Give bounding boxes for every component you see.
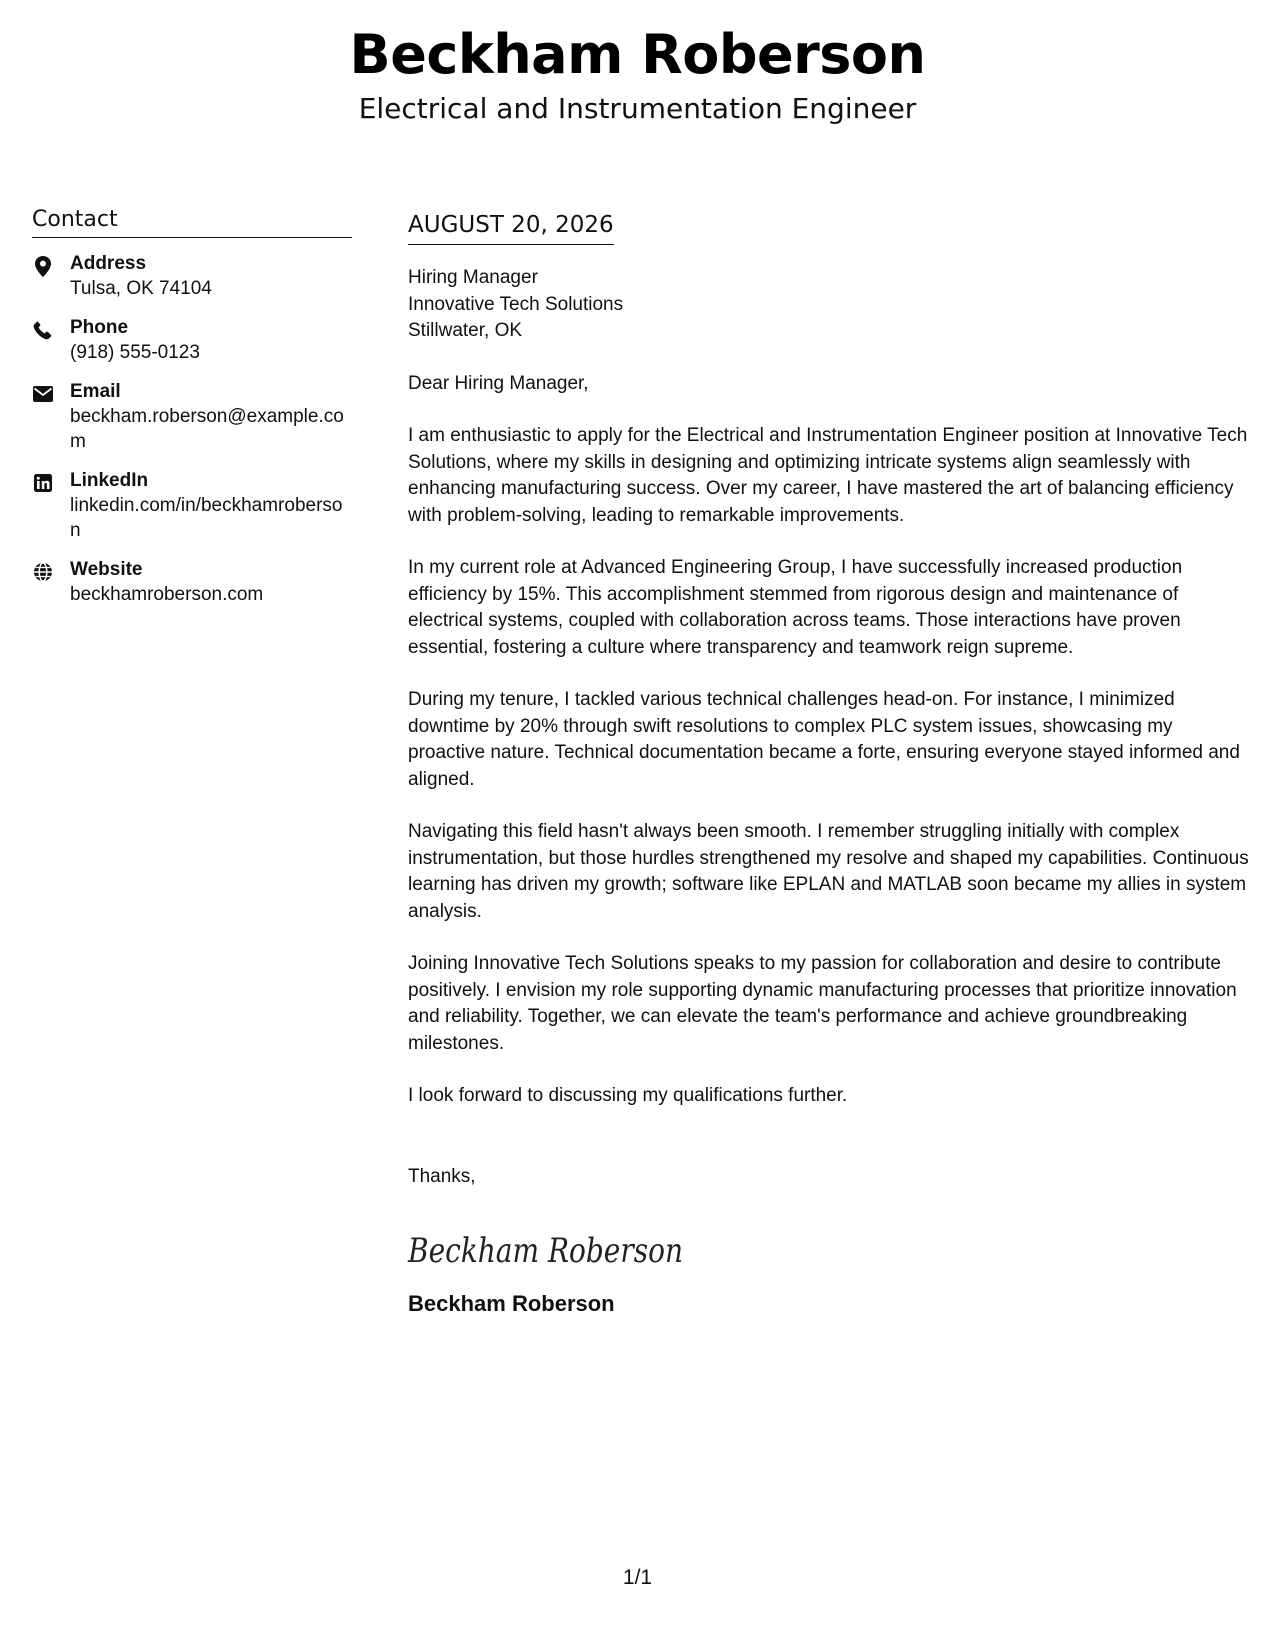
signer-name: Beckham Roberson bbox=[408, 1291, 615, 1316]
contact-label: Phone bbox=[70, 317, 129, 338]
letter-paragraph: I look forward to discussing my qualifications further. bbox=[408, 1085, 848, 1106]
signature-text: Beckham Roberson bbox=[407, 1231, 683, 1271]
contact-phone bbox=[32, 316, 352, 365]
page-indicator: 1/1 bbox=[622, 1566, 653, 1589]
recipient-line: Hiring Manager bbox=[408, 267, 538, 288]
contact-label: Email bbox=[70, 381, 121, 402]
letter-paragraph: Navigating this field hasn't always been smooth. I remember struggling initially with complex instrumentation, but those hurdles strengthened my resolve and shaped my capabilities. Continuous learning has driven my growth; software like EPLAN and MATLAB soon became my allies in system analysis. bbox=[408, 821, 1249, 922]
globe-icon bbox=[32, 561, 54, 583]
contact-website bbox=[32, 558, 352, 607]
resume-header bbox=[0, 18, 1275, 126]
signoff: Thanks, bbox=[408, 1165, 476, 1187]
letter-paragraph: Joining Innovative Tech Solutions speaks to my passion for collaboration and desire to contribute positively. I envision my role supporting dynamic manufacturing processes that prioritize innovation and reliability. Together, we can elevate the team's performance and achieve groundbreaking milestones. bbox=[408, 953, 1237, 1054]
contact-label: Address bbox=[70, 253, 147, 274]
linkedin-icon bbox=[32, 472, 54, 494]
letter-paragraph: In my current role at Advanced Engineering Group, I have successfully increased production efficiency by 15%. This accomplishment stemmed from rigorous design and maintenance of electrical systems, coupled with collaboration across teams. Those interactions have proven essential, fostering a culture where transparency and teamwork reign supreme. bbox=[408, 557, 1183, 658]
contact-label: LinkedIn bbox=[70, 470, 149, 491]
contact-address bbox=[32, 252, 352, 301]
contact-label: Website bbox=[70, 559, 143, 580]
letter-paragraph: During my tenure, I tackled various technical challenges head-on. For instance, I minimized downtime by 20% through swift resolutions to complex PLC system issues, showcasing my proactive nature. Technical documentation became a forte, ensuring everyone stayed informed and aligned. bbox=[408, 689, 1240, 790]
phone-icon bbox=[32, 319, 54, 341]
website-value[interactable]: beckhamroberson.com bbox=[70, 584, 264, 605]
cover-letter-body bbox=[408, 210, 1254, 1318]
letter-date: AUGUST 20, 2026 bbox=[408, 210, 614, 245]
recipient-line: Innovative Tech Solutions bbox=[408, 293, 624, 315]
phone-value: (918) 555-0123 bbox=[70, 342, 200, 363]
letter-paragraph: I am enthusiastic to apply for the Electrical and Instrumentation Engineer position at Innovative Tech Solutions, where my skills in designing and optimizing intricate systems align seamlessly with enhancing manufacturing success. Over my career, I have mastered the art of balancing efficiency with problem-solving, leading to remarkable improvements. bbox=[408, 425, 1248, 526]
recipient-block bbox=[408, 265, 1254, 345]
envelope-icon bbox=[32, 383, 54, 405]
applicant-name: Beckham Roberson bbox=[349, 23, 926, 86]
recipient-line: Stillwater, OK bbox=[408, 320, 523, 341]
applicant-title: Electrical and Instrumentation Engineer bbox=[358, 92, 917, 125]
contact-sidebar bbox=[32, 206, 352, 622]
map-pin-icon bbox=[32, 255, 54, 277]
address-value: Tulsa, OK 74104 bbox=[70, 278, 212, 299]
contact-linkedin bbox=[32, 469, 352, 543]
contact-email bbox=[32, 380, 352, 454]
signature-image bbox=[407, 1218, 683, 1280]
contact-heading: Contact bbox=[32, 206, 352, 238]
salutation: Dear Hiring Manager, bbox=[408, 372, 589, 394]
email-value[interactable]: beckham.roberson@example.com bbox=[70, 406, 344, 452]
linkedin-value[interactable]: linkedin.com/in/beckhamroberson bbox=[70, 495, 343, 541]
